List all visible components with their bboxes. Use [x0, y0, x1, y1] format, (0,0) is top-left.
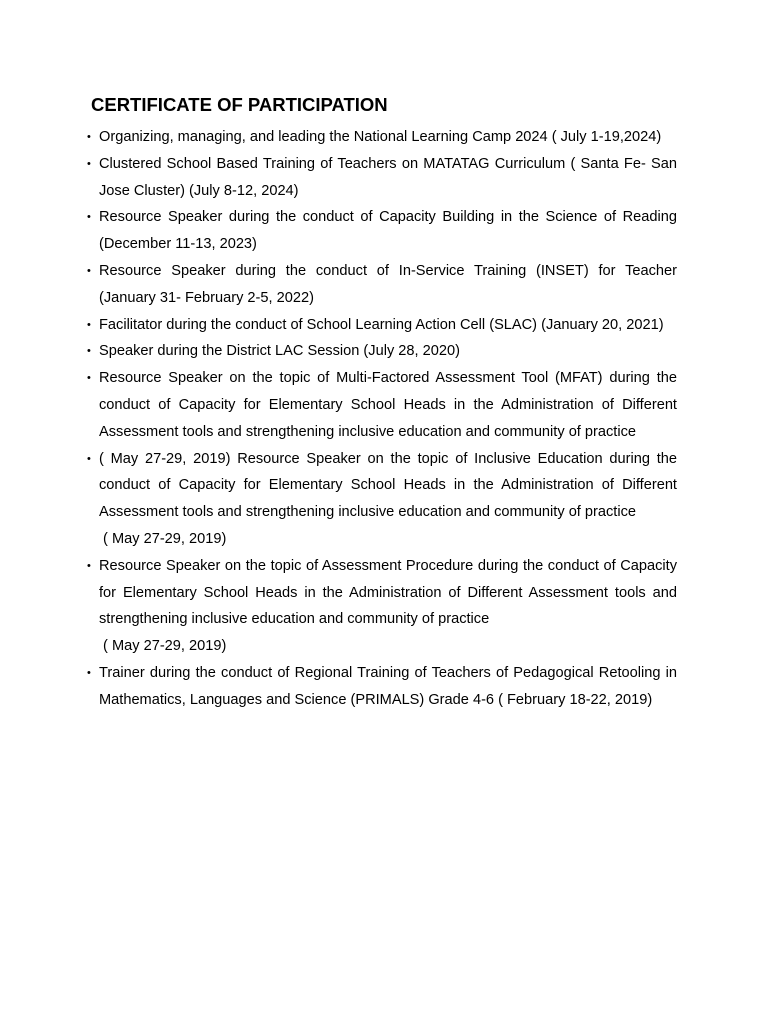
list-item: [87, 151, 677, 205]
list-item-text: Clustered School Based Training of Teachers on MATATAG Curriculum ( Santa Fe- San Jose Cluster) (July 8-12, 2024): [99, 155, 677, 199]
list-item-date-line: ( May 27-29, 2019): [99, 638, 227, 655]
list-item-text: Facilitator during the conduct of School Learning Action Cell (SLAC) (January 20, 2021): [99, 316, 664, 333]
bullet-icon: •: [87, 157, 91, 170]
list-item: [87, 258, 677, 312]
list-item-text: Resource Speaker during the conduct of In-Service Training (INSET) for Teacher (January 31- February 2-5, 2022): [99, 262, 677, 306]
list-item: [87, 312, 677, 339]
document-title: CERTIFICATE OF PARTICIPATION: [91, 94, 388, 115]
bullet-icon: •: [87, 559, 91, 572]
list-item: [87, 365, 677, 445]
list-item-text: Speaker during the District LAC Session (July 28, 2020): [99, 343, 460, 360]
bullet-icon: •: [87, 318, 91, 331]
list-item: [87, 553, 677, 660]
list-item-text: ( May 27-29, 2019) Resource Speaker on the topic of Inclusive Education during the conduct of Capacity for Elementary School Heads in the Administration of Different Assessment tools and strengthening inclusive education and community of practice: [99, 450, 677, 521]
list-item: [87, 660, 677, 714]
bullet-icon: •: [87, 131, 91, 143]
list-item: [87, 446, 677, 553]
list-item: [87, 124, 677, 151]
list-item-text: Resource Speaker on the topic of Assessment Procedure during the conduct of Capacity for Elementary School Heads in the Administration of Different Assessment tools and strengthening inclusive education and community of practice: [99, 557, 677, 628]
list-item-text: Resource Speaker on the topic of Multi-Factored Assessment Tool (MFAT) during the conduct of Capacity for Elementary School Heads in the Administration of Different Assessment tools and strengthening inclusive education and community of practice: [99, 370, 677, 440]
participation-list: [87, 124, 677, 714]
list-item-date-line: ( May 27-29, 2019): [99, 530, 227, 547]
bullet-icon: •: [87, 264, 91, 277]
bullet-icon: •: [87, 345, 91, 358]
list-item: [87, 204, 677, 258]
list-item-text: Resource Speaker during the conduct of Capacity Building in the Science of Reading (December 11-13, 2023): [99, 209, 677, 253]
bullet-icon: •: [87, 211, 91, 224]
bullet-icon: •: [87, 666, 91, 679]
bullet-icon: •: [87, 372, 91, 385]
bullet-icon: •: [87, 452, 91, 465]
list-item: [87, 338, 677, 365]
list-item-text: Organizing, managing, and leading the National Learning Camp 2024 ( July 1-19,2024): [99, 129, 662, 145]
list-item-text: Trainer during the conduct of Regional Training of Teachers of Pedagogical Retooling in Mathematics, Languages and Science (PRIMALS) Grade 4-6 ( February 18-22, 2019): [99, 664, 677, 708]
